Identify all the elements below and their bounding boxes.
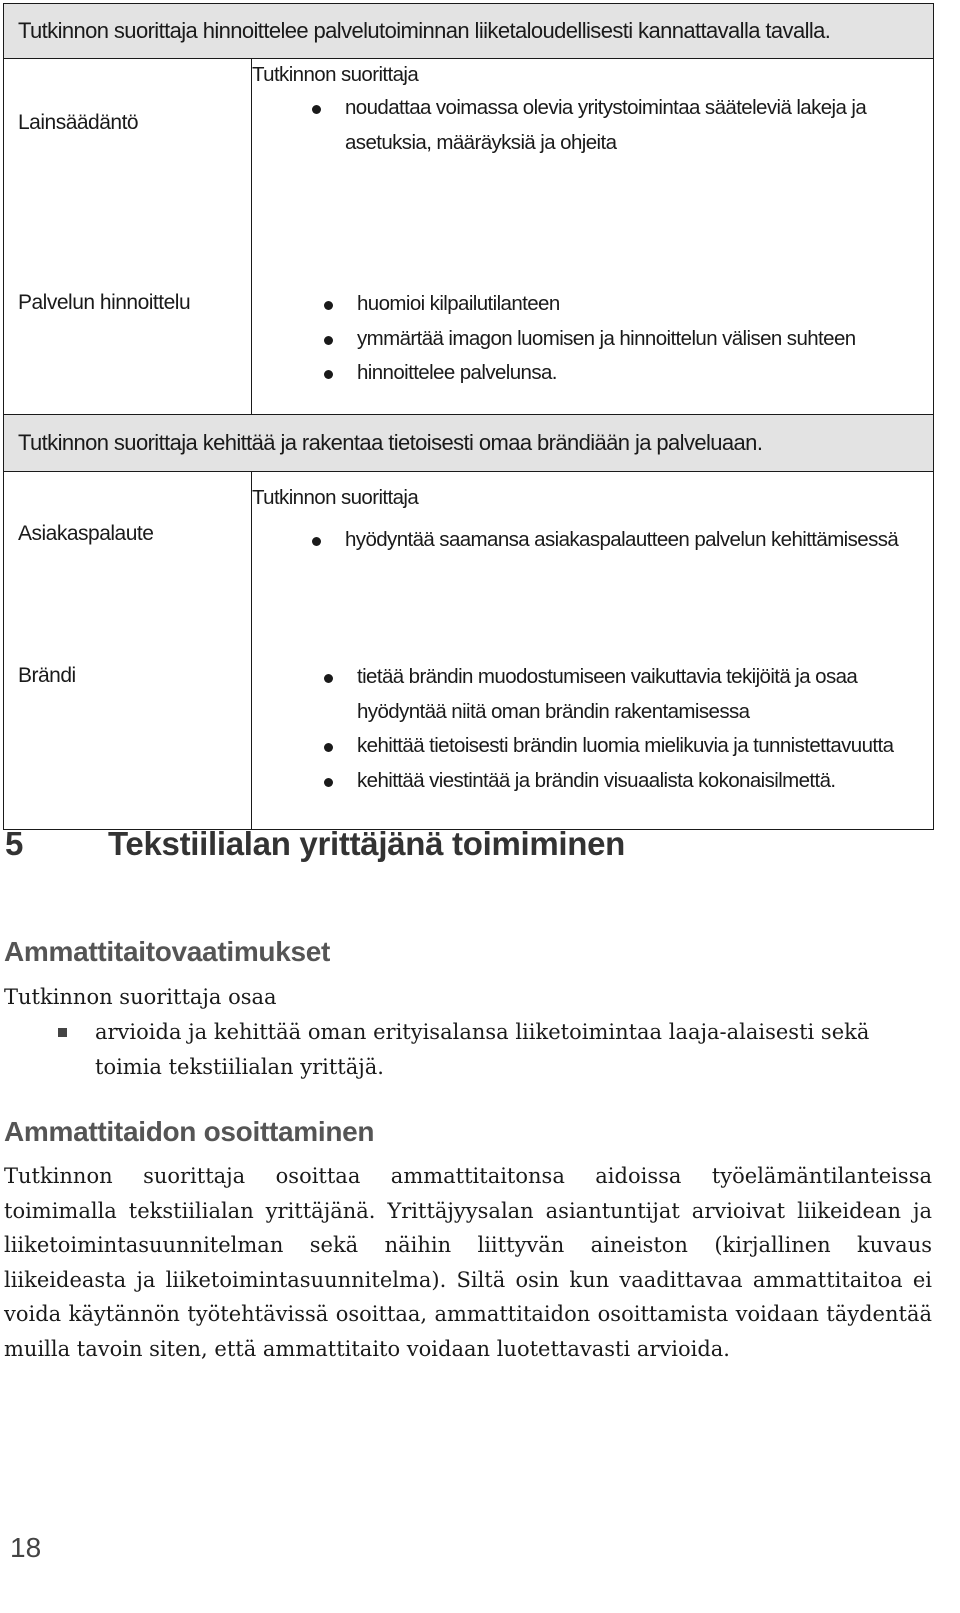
demonstration-paragraph: Tutkinnon suorittaja osoittaa ammattitaitonsa aidoissa työelämäntilanteissa toimimalla tekstiilialan yrittäjänä. Yrittäjyysalan asiantuntijat arvioivat liikeidean ja liiketoimintasuunnitelman sekä näihin liittyvän aineiston (kirjallinen kuvaus liikeideasta ja liiketoimintasuunnitelma). Siltä osin kun vaadittavaa ammattitaitoa ei voida käytännön työtehtävissä osoittaa, ammattitaidon osoittamista voidaan täydentää muilla tavoin siten, että ammattitaito voidaan luotettavasti arvioida. bbox=[4, 1164, 932, 1361]
row-intro: Tutkinnon suorittaja bbox=[252, 63, 419, 86]
list-item: noudattaa voimassa olevia yritystoimintaa sääteleviä lakeja ja asetuksia, määräyksiä ja ohjeita bbox=[252, 91, 933, 160]
list-item: huomioi kilpailutilanteen bbox=[264, 287, 933, 322]
list-item: kehittää tietoisesti brändin luomia mielikuvia ja tunnistettavuutta bbox=[264, 729, 933, 764]
page-number: 18 bbox=[10, 1532, 42, 1563]
table-row bbox=[4, 59, 934, 292]
list-item: hyödyntää saamansa asiakaspalautteen palvelun kehittämisessä bbox=[252, 523, 933, 558]
table-row bbox=[4, 472, 934, 661]
row-label: Palvelun hinnoittelu bbox=[4, 291, 252, 415]
chapter-title: Tekstiilialan yrittäjänä toimiminen bbox=[108, 825, 626, 862]
bullet-list bbox=[264, 287, 933, 391]
requirements-list bbox=[4, 1015, 904, 1084]
chapter-number: 5 bbox=[5, 825, 24, 862]
table-row bbox=[4, 291, 934, 415]
row-content bbox=[252, 660, 934, 830]
section-header: Tutkinnon suorittaja hinnoittelee palvelutoiminnan liiketaloudellisesti kannattavalla tavalla. bbox=[4, 4, 934, 59]
list-item: tietää brändin muodostumiseen vaikuttavia tekijöitä ja osaa hyödyntää niitä oman brändin rakentamisessa bbox=[264, 660, 933, 729]
row-content bbox=[252, 291, 934, 415]
section-header-row bbox=[4, 415, 934, 472]
table-row bbox=[4, 660, 934, 830]
bullet-list bbox=[252, 523, 933, 558]
requirements-intro: Tutkinnon suorittaja osaa bbox=[4, 985, 277, 1009]
list-item: ymmärtää imagon luomisen ja hinnoittelun välisen suhteen bbox=[264, 322, 933, 357]
chapter-heading bbox=[5, 825, 625, 863]
section-header: Tutkinnon suorittaja kehittää ja rakentaa tietoisesti omaa brändiään ja palveluaan. bbox=[4, 415, 934, 472]
bullet-list bbox=[264, 660, 933, 798]
row-content bbox=[252, 472, 934, 661]
bullet-list bbox=[252, 91, 933, 160]
section-header-row bbox=[4, 4, 934, 59]
list-item: kehittää viestintää ja brändin visuaalista kokonaisilmettä. bbox=[264, 764, 933, 799]
requirements-table bbox=[3, 3, 934, 830]
row-label: Asiakaspalaute bbox=[4, 472, 252, 661]
list-item: hinnoittelee palvelunsa. bbox=[264, 356, 933, 391]
row-label: Lainsäädäntö bbox=[4, 59, 252, 292]
row-content bbox=[252, 59, 934, 292]
demonstration-heading: Ammattitaidon osoittaminen bbox=[4, 1116, 375, 1147]
row-intro: Tutkinnon suorittaja bbox=[252, 486, 419, 509]
list-item: arvioida ja kehittää oman erityisalansa liiketoimintaa laaja-alaisesti sekä toimia tekstiilialan yrittäjä. bbox=[4, 1015, 904, 1084]
row-label: Brändi bbox=[4, 660, 252, 830]
requirements-heading: Ammattitaitovaatimukset bbox=[4, 936, 331, 967]
